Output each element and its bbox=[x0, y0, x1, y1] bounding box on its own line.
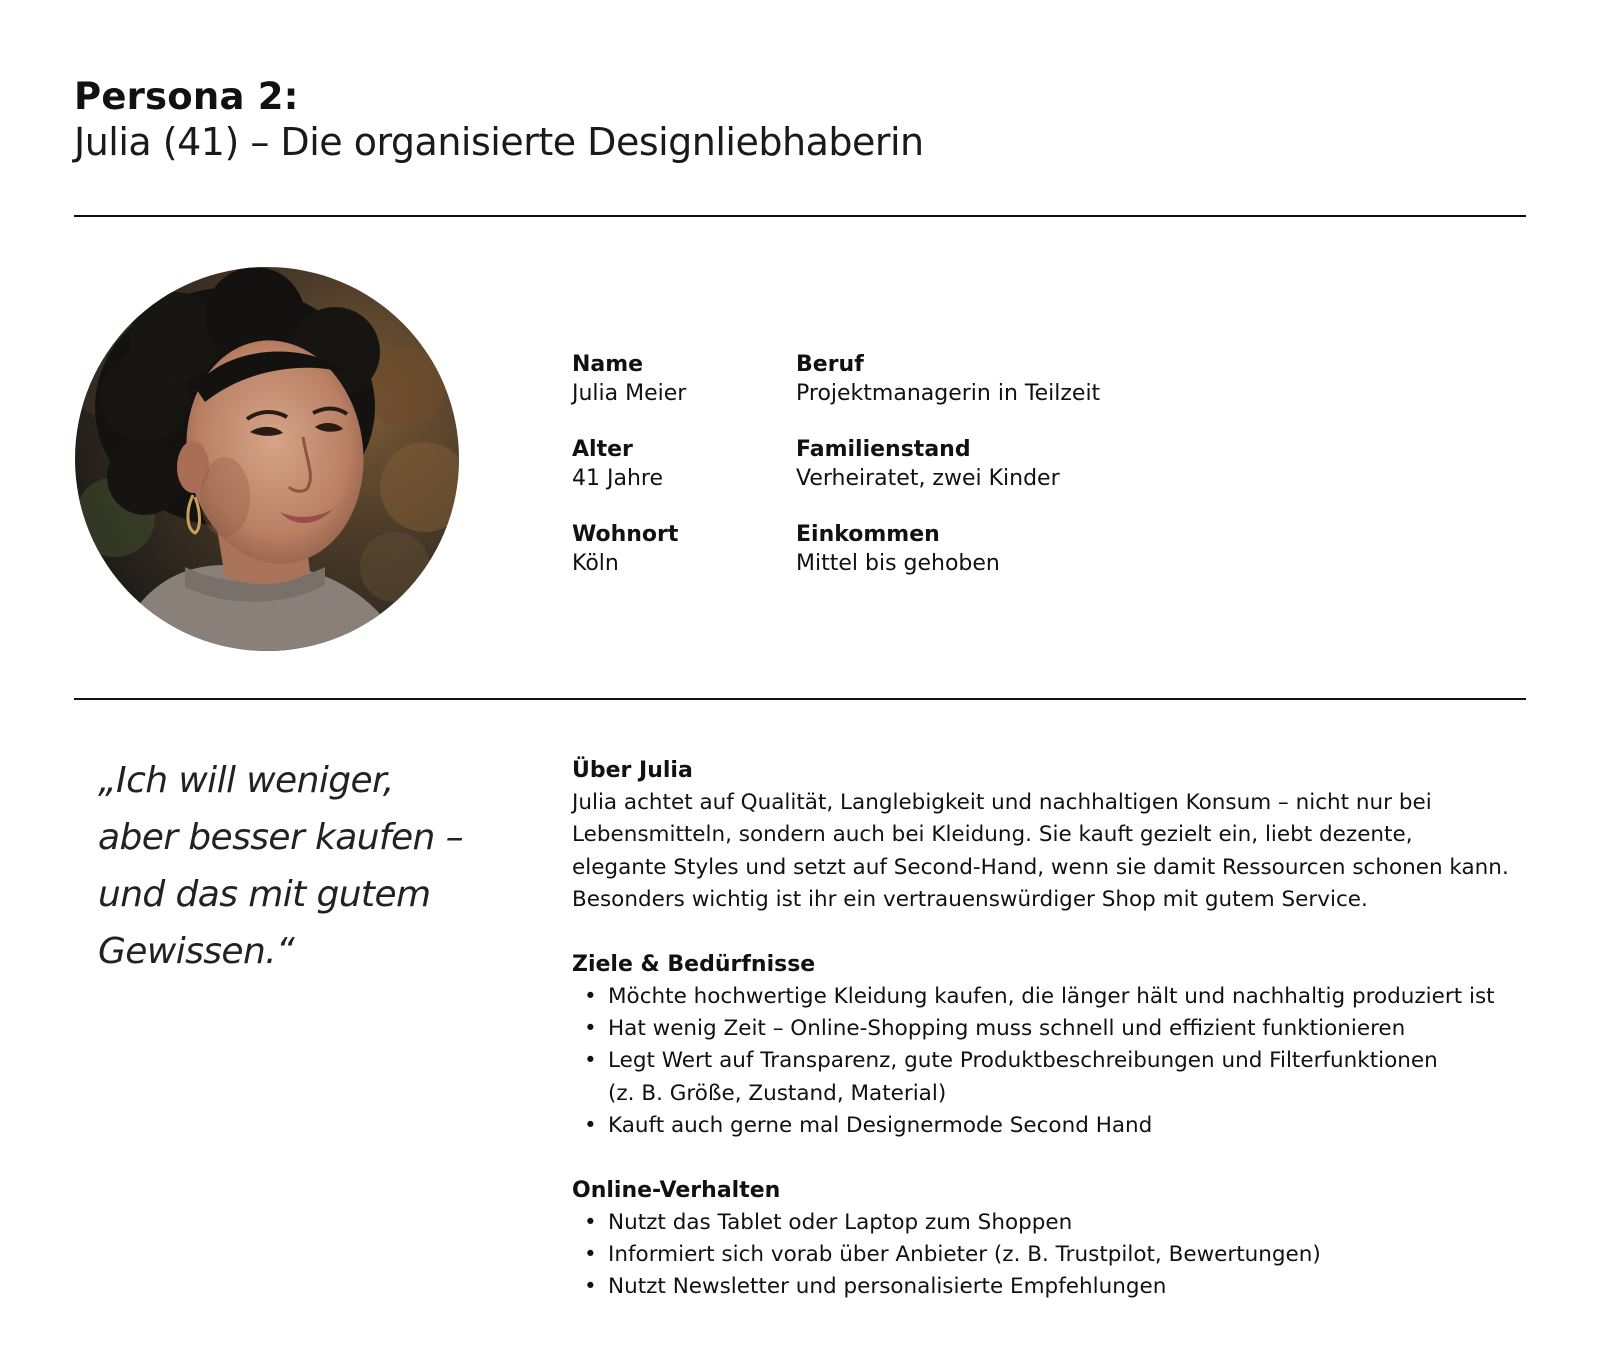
fact-alter bbox=[572, 435, 663, 493]
section-gap bbox=[572, 1143, 1532, 1175]
about-line: Lebensmitteln, sondern auch bei Kleidung. Sie kauft gezielt ein, liebt dezente, bbox=[572, 822, 1413, 848]
fact-wohnort-value: Köln bbox=[572, 551, 619, 576]
goals-heading: Ziele & Bedürfnisse bbox=[572, 951, 816, 977]
goal-text-continuation: (z. B. Größe, Zustand, Material) bbox=[608, 1080, 947, 1106]
fact-einkommen bbox=[796, 520, 1000, 578]
persona-quote bbox=[98, 752, 498, 980]
goals-list bbox=[572, 981, 1532, 1143]
persona-title: Persona 2: bbox=[74, 75, 299, 118]
list-item bbox=[572, 1207, 1532, 1239]
fact-beruf bbox=[796, 350, 1100, 408]
about-heading: Über Julia bbox=[572, 758, 693, 783]
goal-text: • Kauft auch gerne mal Designermode Second Hand bbox=[608, 1113, 1153, 1139]
persona-details bbox=[572, 755, 1532, 1304]
list-item bbox=[572, 1045, 1532, 1110]
online-text: • Nutzt Newsletter und personalisierte Empfehlungen bbox=[608, 1274, 1167, 1300]
fact-beruf-label: Beruf bbox=[796, 352, 864, 377]
divider-top bbox=[74, 215, 1526, 217]
about-line: elegante Styles und setzt auf Second-Hand, wenn sie damit Ressourcen schonen kann. bbox=[572, 854, 1509, 880]
fact-familienstand bbox=[796, 435, 1060, 493]
quote-line: „Ich will weniger, bbox=[98, 760, 394, 801]
fact-beruf-value: Projektmanagerin in Teilzeit bbox=[796, 381, 1101, 406]
fact-wohnort-label: Wohnort bbox=[572, 522, 679, 547]
goal-text: • Legt Wert auf Transparenz, gute Produktbeschreibungen und Filterfunktionen bbox=[608, 1048, 1438, 1074]
section-gap bbox=[572, 917, 1532, 949]
goal-text: • Hat wenig Zeit – Online-Shopping muss schnell und effizient funktionieren bbox=[608, 1016, 1406, 1042]
fact-name bbox=[572, 350, 686, 408]
fact-familienstand-label: Familienstand bbox=[796, 437, 971, 462]
online-text: • Informiert sich vorab über Anbieter (z. B. Trustpilot, Bewertungen) bbox=[608, 1242, 1321, 1268]
divider-middle bbox=[74, 698, 1526, 700]
persona-subtitle: Julia (41) – Die organisierte Designliebhaberin bbox=[74, 120, 924, 164]
fact-einkommen-value: Mittel bis gehoben bbox=[796, 551, 1000, 576]
fact-alter-label: Alter bbox=[572, 437, 633, 462]
goal-text: • Möchte hochwertige Kleidung kaufen, die länger hält und nachhaltig produziert ist bbox=[608, 983, 1495, 1009]
fact-name-value: Julia Meier bbox=[572, 381, 687, 406]
online-heading: Online-Verhalten bbox=[572, 1177, 781, 1203]
list-item bbox=[572, 1013, 1532, 1045]
quote-line: und das mit gutem bbox=[98, 874, 431, 915]
quote-line: aber besser kaufen – bbox=[98, 817, 464, 858]
fact-wohnort bbox=[572, 520, 678, 578]
list-item bbox=[572, 1239, 1532, 1271]
list-item bbox=[572, 1271, 1532, 1303]
online-text: • Nutzt das Tablet oder Laptop zum Shoppen bbox=[608, 1209, 1073, 1235]
list-item bbox=[572, 981, 1532, 1013]
about-text bbox=[572, 787, 1532, 917]
list-item bbox=[572, 1110, 1532, 1142]
quote-line: Gewissen.“ bbox=[98, 931, 295, 972]
fact-familienstand-value: Verheiratet, zwei Kinder bbox=[796, 466, 1060, 491]
portrait-photo-icon bbox=[75, 267, 459, 651]
fact-einkommen-label: Einkommen bbox=[796, 522, 940, 547]
about-line: Besonders wichtig ist ihr ein vertrauenswürdiger Shop mit gutem Service. bbox=[572, 887, 1368, 913]
fact-alter-value: 41 Jahre bbox=[572, 466, 663, 491]
online-list bbox=[572, 1207, 1532, 1304]
about-line: Julia achtet auf Qualität, Langlebigkeit und nachhaltigen Konsum – nicht nur bei bbox=[572, 790, 1432, 815]
fact-name-label: Name bbox=[572, 352, 644, 377]
portrait-photo bbox=[75, 267, 459, 651]
